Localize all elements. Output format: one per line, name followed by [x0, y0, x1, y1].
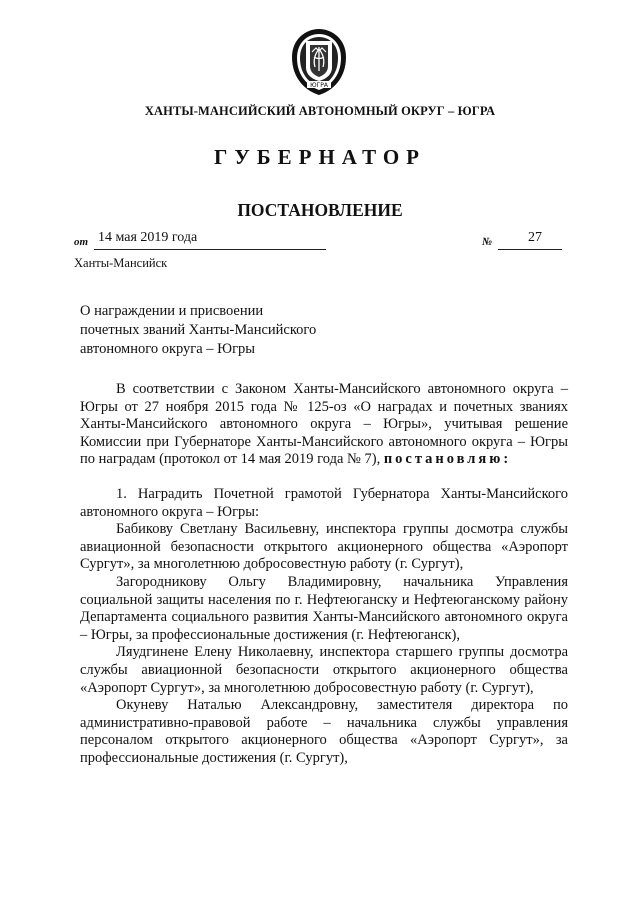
document-type: ПОСТАНОВЛЕНИЕ [237, 200, 403, 220]
preamble-paragraph [80, 381, 568, 469]
item-paragraph: 1. Наградить Почетной грамотой Губернатора Ханты-Мансийского автономного округа – Югры: [80, 485, 568, 520]
region-title: ХАНТЫ-МАНСИЙСКИЙ АВТОНОМНЫЙ ОКРУГ – ЮГРА [144, 104, 496, 118]
authority-title: ГУБЕРНАТОР [213, 145, 427, 169]
subject-line: О награждении и присвоении [80, 303, 264, 319]
city-name: Ханты-Мансийск [74, 256, 168, 270]
number-label: № [482, 236, 493, 248]
subject-block [80, 302, 380, 359]
svg-text:ЮГРА: ЮГРА [310, 82, 328, 89]
preamble-text: В соответствии с Законом Ханты-Мансийского автономного округа – Югры от 27 ноября 2015 года № 125-оз «О наградах и почетных званиях Ханты-Мансийского автономного округа – Югры», учитывая решение Комиссии при Губернаторе Ханты-Мансийского автономного округа – Югры по наградам (протокол от 14 мая 2019 года № 7), [80, 381, 568, 468]
awardee-paragraph: Окуневу Наталью Александровну, заместителя директора по административно-правовой работе – начальника службы управления персоналом открытого акционерного общества «Аэропорт Сургут», за профессиональные достижения (г. Сургут), [80, 697, 568, 766]
awardee-paragraph: Ляудгинене Елену Николаевну, инспектора старшего группы досмотра службы авиационной безопасности открытого акционерного общества «Аэропорт Сургут», за многолетнюю добросовестную работу (г. Сургут), [80, 644, 568, 696]
awardee-paragraph: Бабикову Светлану Васильевну, инспектора группы досмотра службы авиационной безопасности открытого акционерного общества «Аэропорт Сургут», за многолетнюю добросовестную работу (г. Сургут), [80, 521, 568, 573]
document-number: 27 [528, 230, 542, 245]
subject-line: автономного округа – Югры [80, 341, 256, 357]
resolve-word: постановляю: [383, 451, 512, 468]
date-number-row [74, 230, 564, 256]
coat-of-arms-icon [288, 27, 350, 97]
decree-body [80, 381, 568, 767]
subject-line: почетных званий Ханты-Мансийского [80, 322, 317, 338]
date-label: от [74, 236, 89, 248]
awardee-paragraph: Загородникову Ольгу Владимировну, начальника Управления социальной защиты населения по г. Нефтеюганску и Нефтеюганскому району Департамента социального развития Ханты-Мансийского автономного округа – Югры, за профессиональные достижения (г. Нефтеюганск), [80, 573, 568, 643]
number-underline [498, 249, 562, 250]
date-underline [94, 249, 326, 250]
document-date: 14 мая 2019 года [98, 230, 198, 245]
